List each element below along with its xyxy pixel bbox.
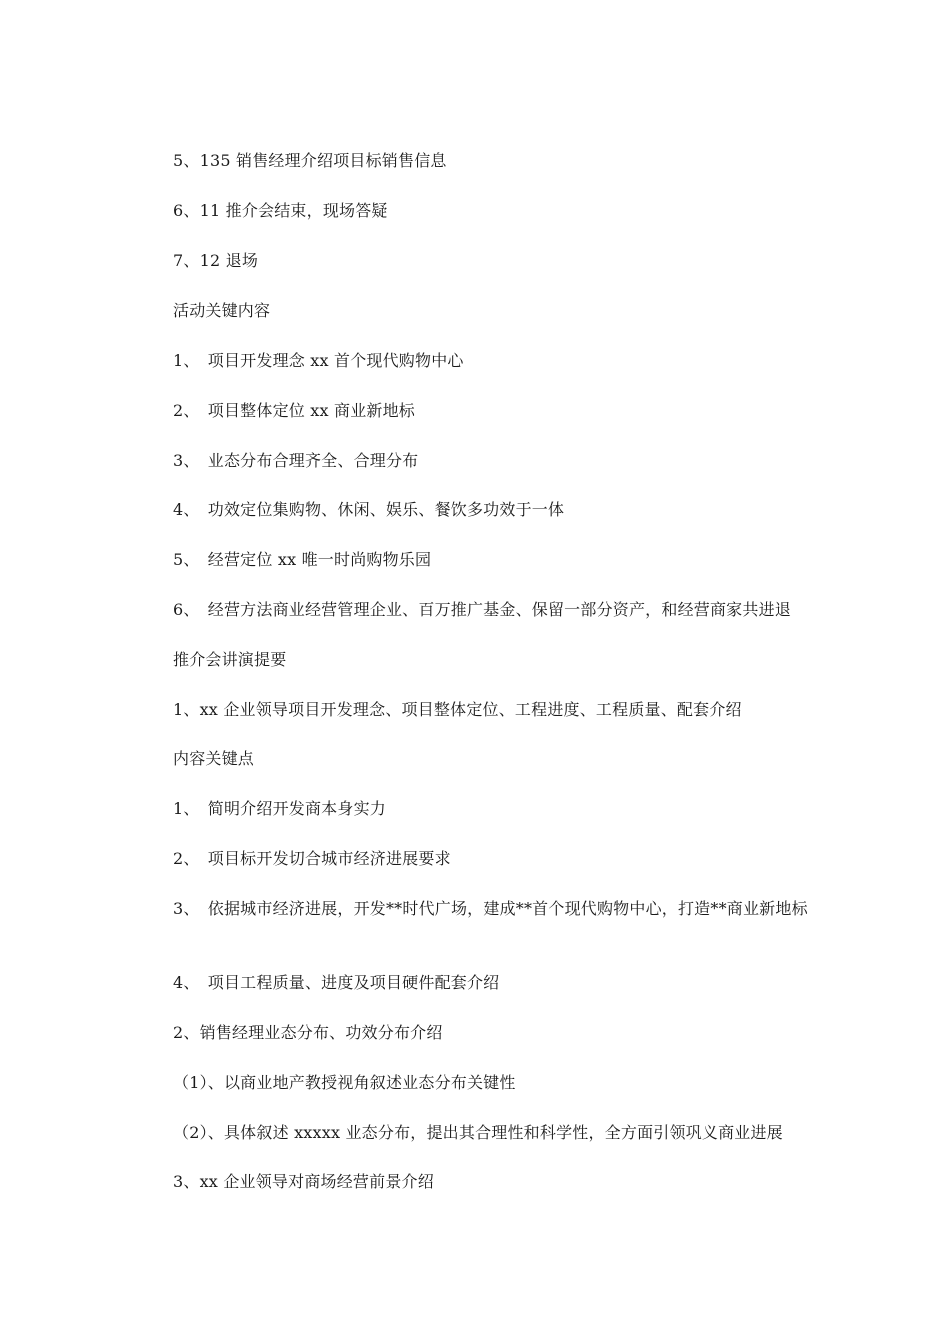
paragraph: 1、xx 企业领导项目开发理念、项目整体定位、工程进度、工程质量、配套介绍 — [173, 700, 742, 719]
paragraph: 2、销售经理业态分布、功效分布介绍 — [173, 1023, 443, 1042]
list-item: 3、 依据城市经济进展，开发**时代广场，建成**首个现代购物中心，打造**商业新地标 — [173, 899, 808, 918]
list-item: 1、 简明介绍开发商本身实力 — [173, 799, 386, 818]
list-item: 5、 经营定位 xx 唯一时尚购物乐园 — [173, 550, 432, 569]
section-heading: 推介会讲演提要 — [173, 650, 287, 669]
list-item: 3、 业态分布合理齐全、合理分布 — [173, 451, 419, 470]
list-item: 2、 项目整体定位 xx 商业新地标 — [173, 401, 415, 420]
paragraph: 6、11 推介会结束，现场答疑 — [173, 201, 388, 220]
paragraph: 7、12 退场 — [173, 251, 259, 270]
list-item: （2）、具体叙述 xxxxx 业态分布，提出其合理性和科学性，全方面引领巩义商业进展 — [173, 1123, 783, 1142]
paragraph: 3、xx 企业领导对商场经营前景介绍 — [173, 1172, 434, 1191]
paragraph: 5、135 销售经理介绍项目标销售信息 — [173, 151, 447, 170]
list-item: 4、 功效定位集购物、休闲、娱乐、餐饮多功效于一体 — [173, 500, 565, 519]
list-item: 2、 项目标开发切合城市经济进展要求 — [173, 849, 451, 868]
list-item: 4、 项目工程质量、进度及项目硬件配套介绍 — [173, 973, 500, 992]
list-item: （1）、以商业地产教授视角叙述业态分布关键性 — [173, 1073, 516, 1092]
list-item: 1、 项目开发理念 xx 首个现代购物中心 — [173, 351, 464, 370]
section-heading: 活动关键内容 — [173, 301, 271, 320]
list-item: 6、 经营方法商业经营管理企业、百万推广基金、保留一部分资产，和经营商家共进退 — [173, 600, 791, 619]
section-heading: 内容关键点 — [173, 749, 255, 768]
